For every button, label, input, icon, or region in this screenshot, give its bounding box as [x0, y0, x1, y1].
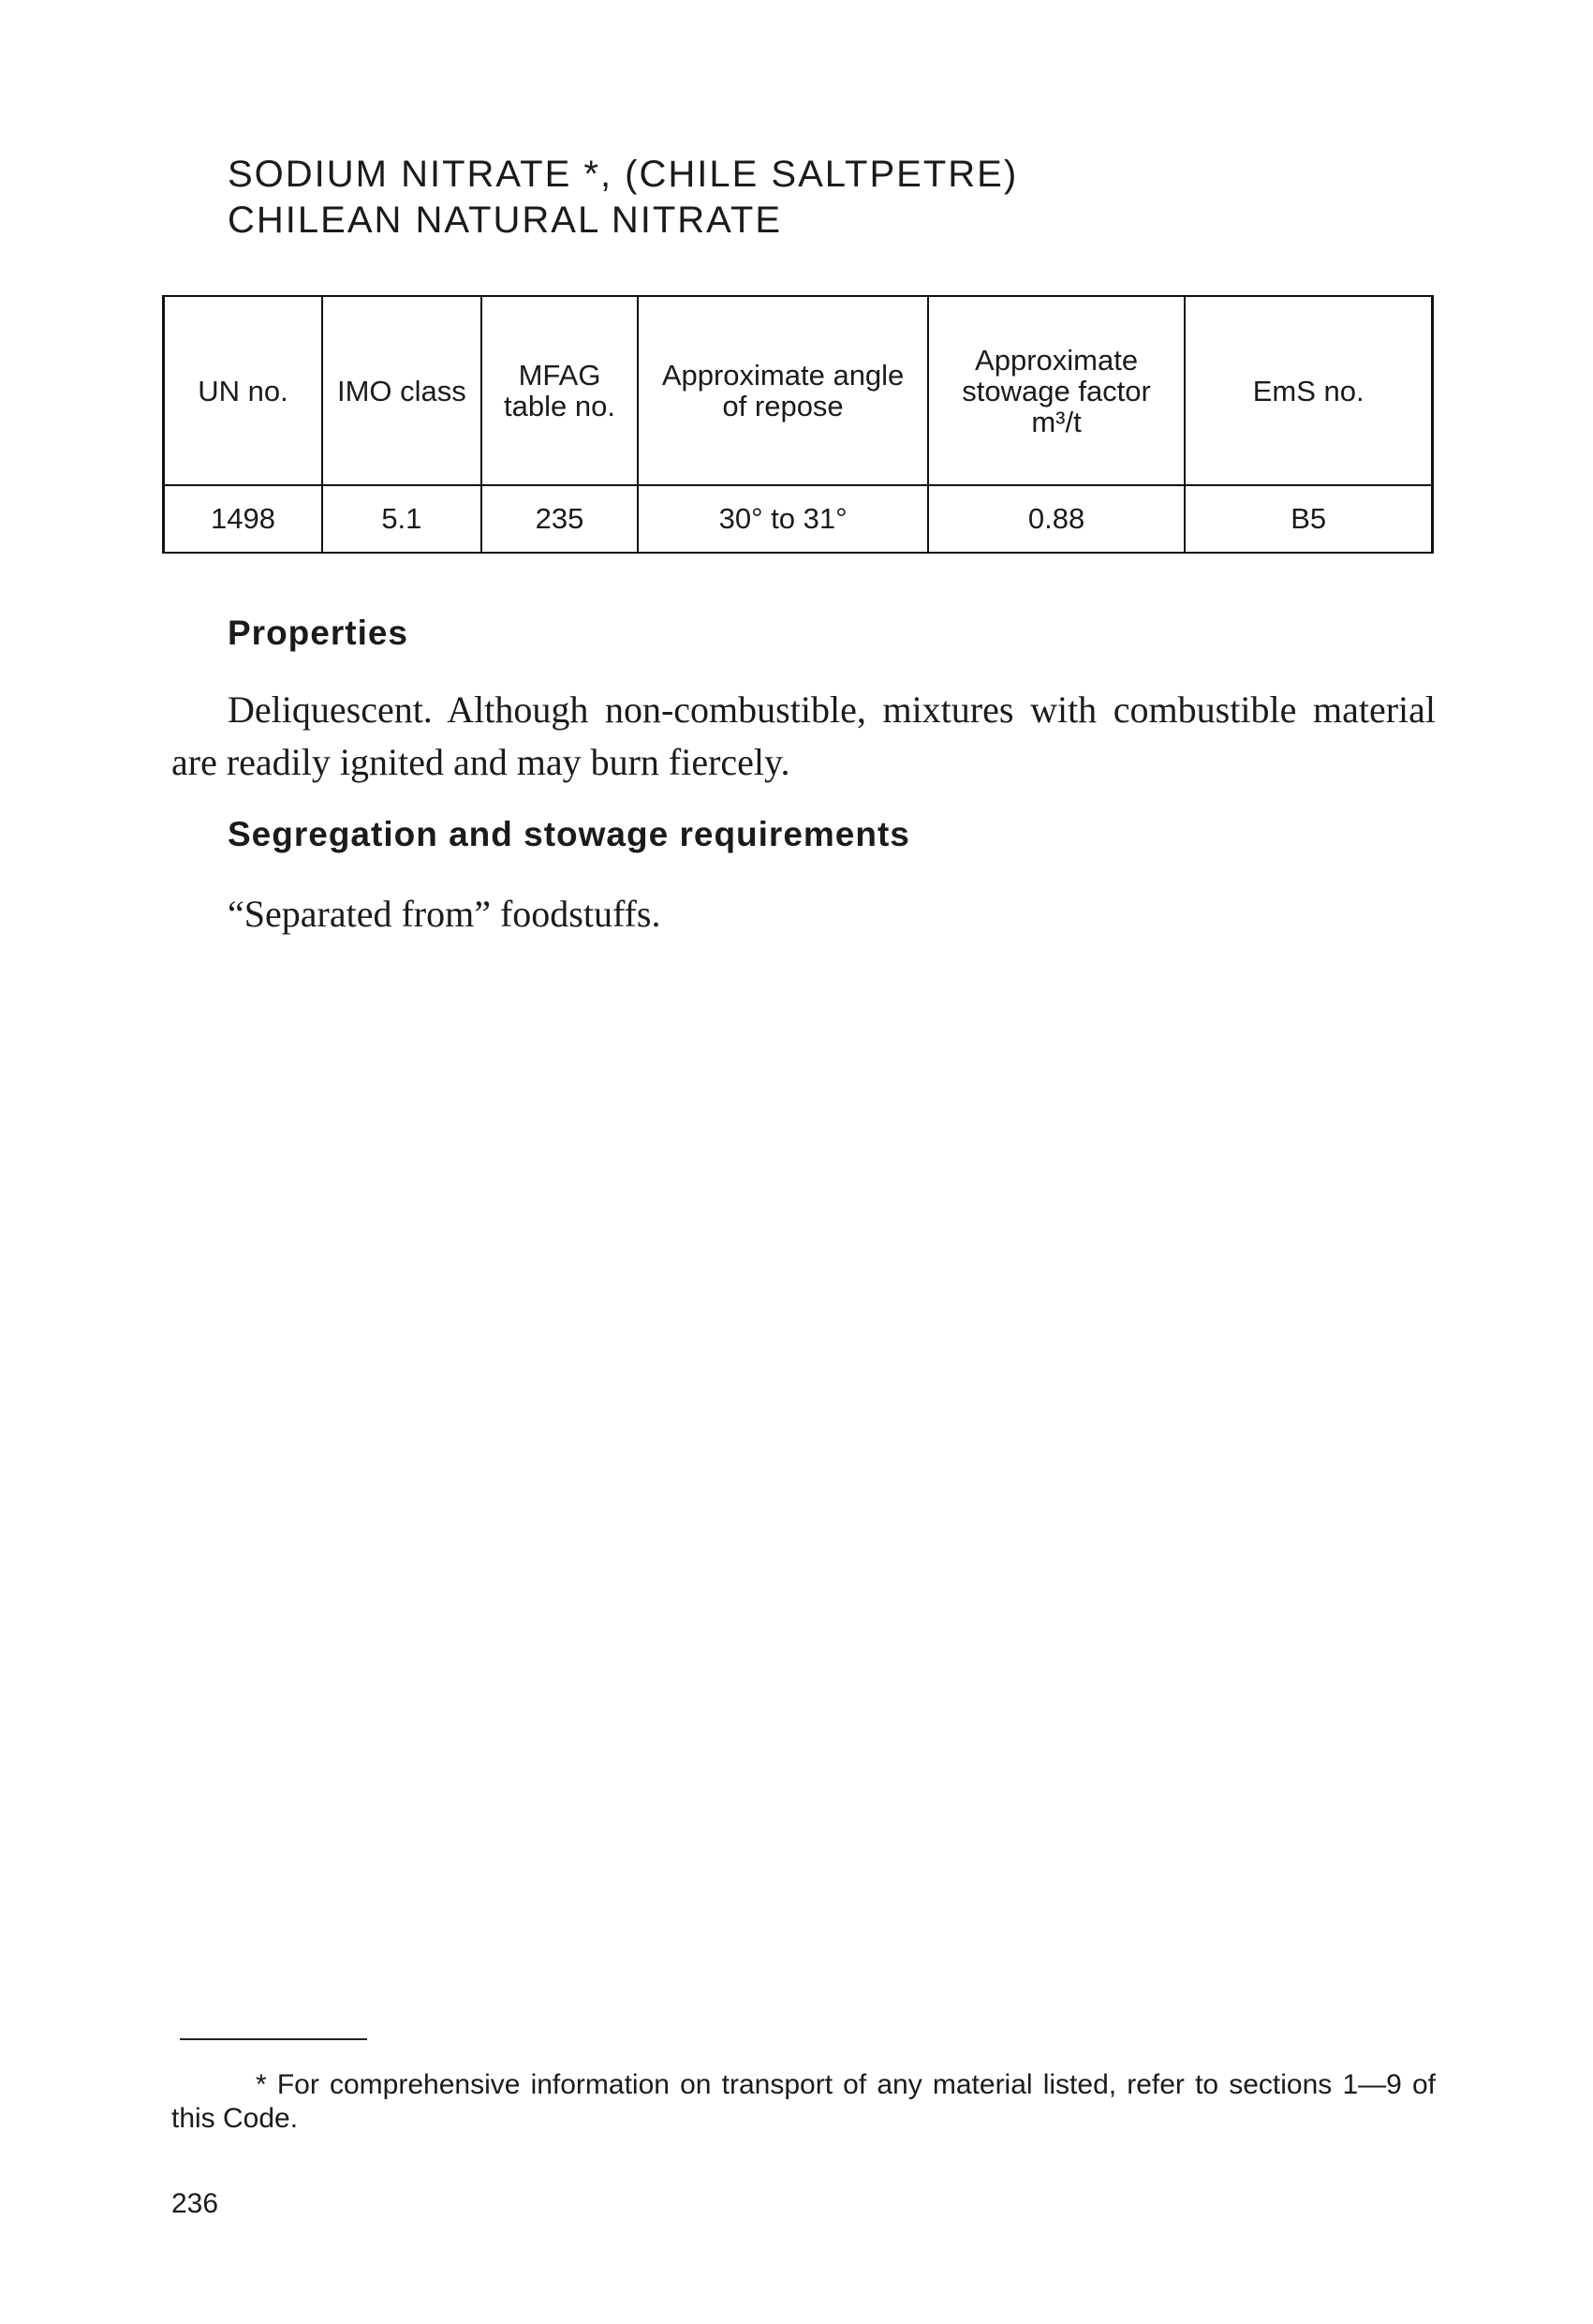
properties-text: Deliquescent. Although non-combustible, mixtures with combustible material are readily ignited and may burn fiercely.	[171, 688, 1436, 783]
cell-imo-class: 5.1	[322, 485, 481, 553]
cell-mfag-table-no: 235	[481, 485, 639, 553]
cell-un-no: 1498	[164, 485, 323, 553]
header-mfag-table-no: MFAG table no.	[481, 296, 639, 485]
header-ems-no: EmS no.	[1185, 296, 1432, 485]
segregation-heading: Segregation and stowage requirements	[228, 815, 910, 853]
header-angle-of-repose: Approximate angle of repose	[638, 296, 927, 485]
properties-heading: Properties	[228, 614, 409, 652]
header-imo-class: IMO class	[322, 296, 481, 485]
footnote: * For comprehensive information on transport of any material listed, refer to sections 1—9 of this Code.	[171, 2069, 1436, 2134]
title-line-1: SODIUM NITRATE *, (CHILE SALTPETRE)	[228, 154, 1019, 195]
cell-angle-of-repose: 30° to 31°	[638, 485, 927, 553]
cell-stowage-factor: 0.88	[928, 485, 1186, 553]
specs-table	[162, 295, 1434, 554]
header-stowage-factor: Approximate stowage factor m³/t	[928, 296, 1186, 485]
header-un-no: UN no.	[164, 296, 323, 485]
cell-ems-no: B5	[1185, 485, 1432, 553]
table-header-row	[164, 296, 1433, 485]
title-line-2: CHILEAN NATURAL NITRATE	[228, 200, 782, 241]
table-row	[164, 485, 1433, 553]
footnote-divider	[180, 2038, 367, 2040]
page-number: 236	[171, 2188, 219, 2219]
segregation-text: “Separated from” foodstuffs.	[228, 893, 661, 935]
